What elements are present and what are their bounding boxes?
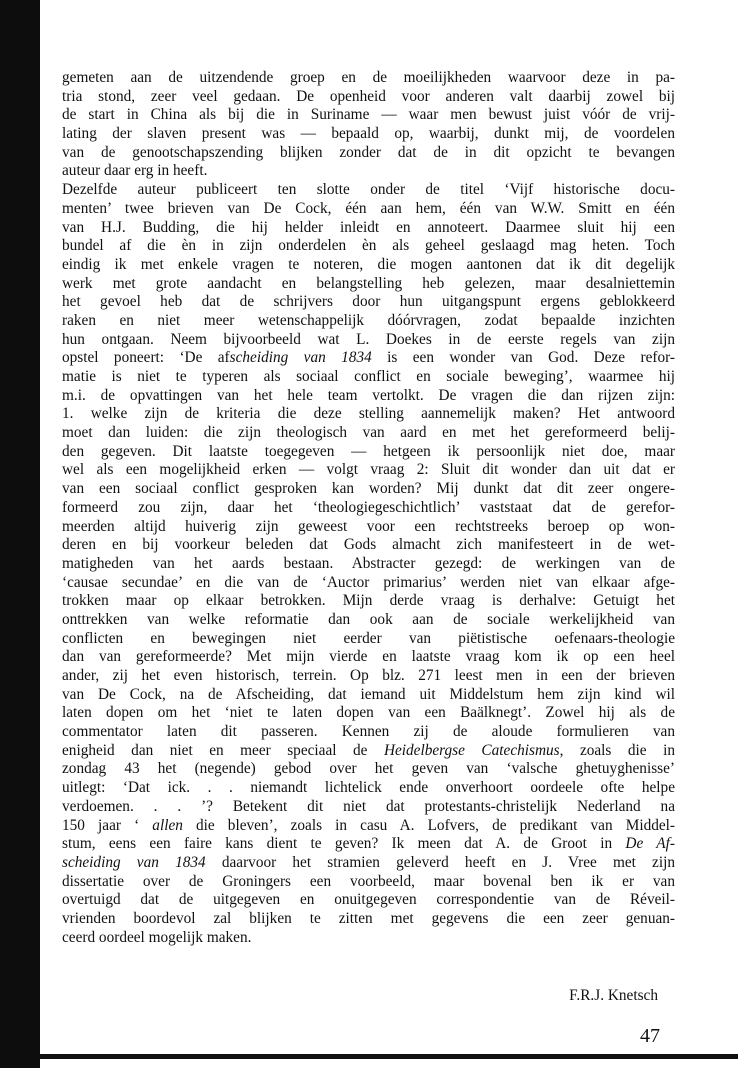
text-line: ander, zij het even historisch, terrein. Op blz. 271 leest men in een der brieven (62, 667, 675, 685)
text-line: uitlegt: ‘Dat ick. . . niemandt lichtelick ende onverhoort oordeele ofte helpe (62, 779, 675, 797)
text-line: de start in China als bij die in Suriname — waar men bewust juist vóór de vrij- (62, 106, 675, 124)
text-line: matigheden van het aards bestaan. Abstracter gezegd: de werkingen van de (62, 554, 675, 572)
text-line: gemeten aan de uitzendende groep en de moeilijkheden waarvoor deze in pa- (62, 69, 675, 86)
text-line: raken en niet meer wetenschappelijk dóórvragen, zodat bepaalde inzichten (62, 311, 675, 329)
text-line: formeerd zou zijn, daar het ‘theologiegeschichtlich’ vaststaat dat de gerefor- (62, 498, 675, 516)
text-line: enigheid dan niet en meer speciaal de Heidelbergse Catechismus, zoals die in (62, 741, 675, 759)
text-line: hun ontgaan. Neem bijvoorbeeld wat L. Doekes in de eerste regels van zijn (62, 330, 675, 348)
body-text (62, 69, 675, 947)
text-line: conflicten en bewegingen niet eerder van piëtistische oefenaars-theologie (62, 629, 675, 647)
text-line: van de genootschapszending blijken zonder dat de in dit opzicht te bevangen (62, 143, 675, 161)
text-line: van een sociaal conflict gesproken kan worden? Mij dunkt dat dit zeer ongere- (62, 480, 675, 498)
text-line: bundel af die èn in zijn onderdelen èn als geheel geslaagd mag heten. Toch (62, 237, 675, 255)
text-line: opstel poneert: ‘De afscheiding van 1834 is een wonder van God. Deze refor- (62, 349, 675, 367)
text-line: Dezelfde auteur publiceert ten slotte onder de titel ‘Vijf historische docu- (62, 181, 675, 199)
text-line: meerden altijd huiverig zijn geweest voor een rechtstreeks beroep op won- (62, 517, 675, 535)
binding-shadow-bar (0, 0, 40, 1068)
text-line: stum, eens een faire kans dient te geven? Ik meen dat A. de Groot in De Af- (62, 835, 675, 853)
text-line: den gegeven. Dit laatste toegegeven — hetgeen ik persoonlijk niet doe, maar (62, 442, 675, 460)
text-line: tria stond, zeer veel gedaan. De openheid voor anderen valt daarbij zowel bij (62, 87, 675, 105)
text-line: ‘causae secundae’ en die van de ‘Auctor primarius’ werden niet van elkaar afge- (62, 573, 675, 591)
text-line: dissertatie over de Groningers een voorbeeld, maar bovenal ben ik er van (62, 872, 675, 890)
text-line: laten dopen om het ‘niet te laten dopen van een Baälknegt’. Zowel hij als de (62, 704, 675, 722)
text-line: trokken maar op elkaar betrokken. Mijn derde vraag is derhalve: Getuigt het (62, 592, 675, 610)
text-line: van De Cock, na de Afscheiding, dat iemand uit Middelstum hem zijn kind wil (62, 685, 675, 703)
text-line: scheiding van 1834 daarvoor het stramien geleverd heeft en J. Vree met zijn (62, 853, 675, 871)
text-line: het gevoel heb dat de schrijvers door hun uitgangspunt ergens geblokkeerd (62, 293, 675, 311)
text-line: lating der slaven present was — bepaald op, waarbij, dunkt mij, de voordelen (62, 125, 675, 143)
text-line: ceerd oordeel mogelijk maken. (62, 928, 252, 946)
author-signature: F.R.J. Knetsch (569, 987, 658, 1004)
bottom-rule (40, 1054, 738, 1059)
text-line: m.i. de opvattingen van het hele team vertolkt. De vragen die dan rijzen zijn: (62, 386, 675, 404)
text-line: eindig ik met enkele vragen te noteren, die mogen aantonen dat ik dit degelijk (62, 255, 675, 273)
text-line: werk met grote aandacht en belangstelling heb gelezen, maar desalniettemin (62, 274, 675, 292)
text-line: wel als een mogelijkheid erken — volgt vraag 2: Sluit dit wonder dan uit dat er (62, 461, 675, 479)
text-line: dan van gereformeerde? Met mijn vierde en laatste vraag kom ik op een heel (62, 648, 675, 666)
text-line: menten’ twee brieven van De Cock, één aan hem, één van W.W. Smitt en één (62, 199, 675, 217)
text-line: van H.J. Budding, die hij helder inleidt en annoteert. Daarmee sluit hij een (62, 218, 675, 236)
text-line: onttrekken van welke reformatie dan ook aan de sociale werkelijkheid van (62, 610, 675, 628)
text-line: verdoemen. . . ’? Betekent dit niet dat protestants-christelijk Nederland na (62, 797, 675, 815)
text-line: overtuigd dat de uitgegeven en onuitgegeven correspondentie van de Réveil- (62, 891, 675, 909)
text-line: 1. welke zijn de kriteria die deze stelling aannemelijk maken? Het antwoord (62, 405, 675, 423)
text-line: 150 jaar ‘ allen die bleven’, zoals in casu A. Lofvers, de predikant van Middel- (62, 816, 675, 834)
text-line: moet dan luiden: die zijn theologisch van aard en met het gereformeerd belij- (62, 424, 675, 442)
text-line: auteur daar erg in heeft. (62, 162, 208, 180)
text-line: deren en bij voorkeur beleden dat Gods almacht zich manifesteert in de wet- (62, 536, 675, 554)
text-line: commentator laten dit passeren. Kennen zij de aloude formulieren van (62, 723, 675, 741)
text-line: zondag 43 het (negende) gebod over het geven van ‘valsche ghetuyghenisse’ (62, 760, 675, 778)
text-line: vrienden boordevol zal blijken te zitten met gegevens die een zeer genuan- (62, 909, 675, 927)
text-line: matie is niet te typeren als sociaal conflict en sociale beweging’, waarmee hij (62, 368, 675, 386)
page-number: 47 (640, 1025, 660, 1047)
